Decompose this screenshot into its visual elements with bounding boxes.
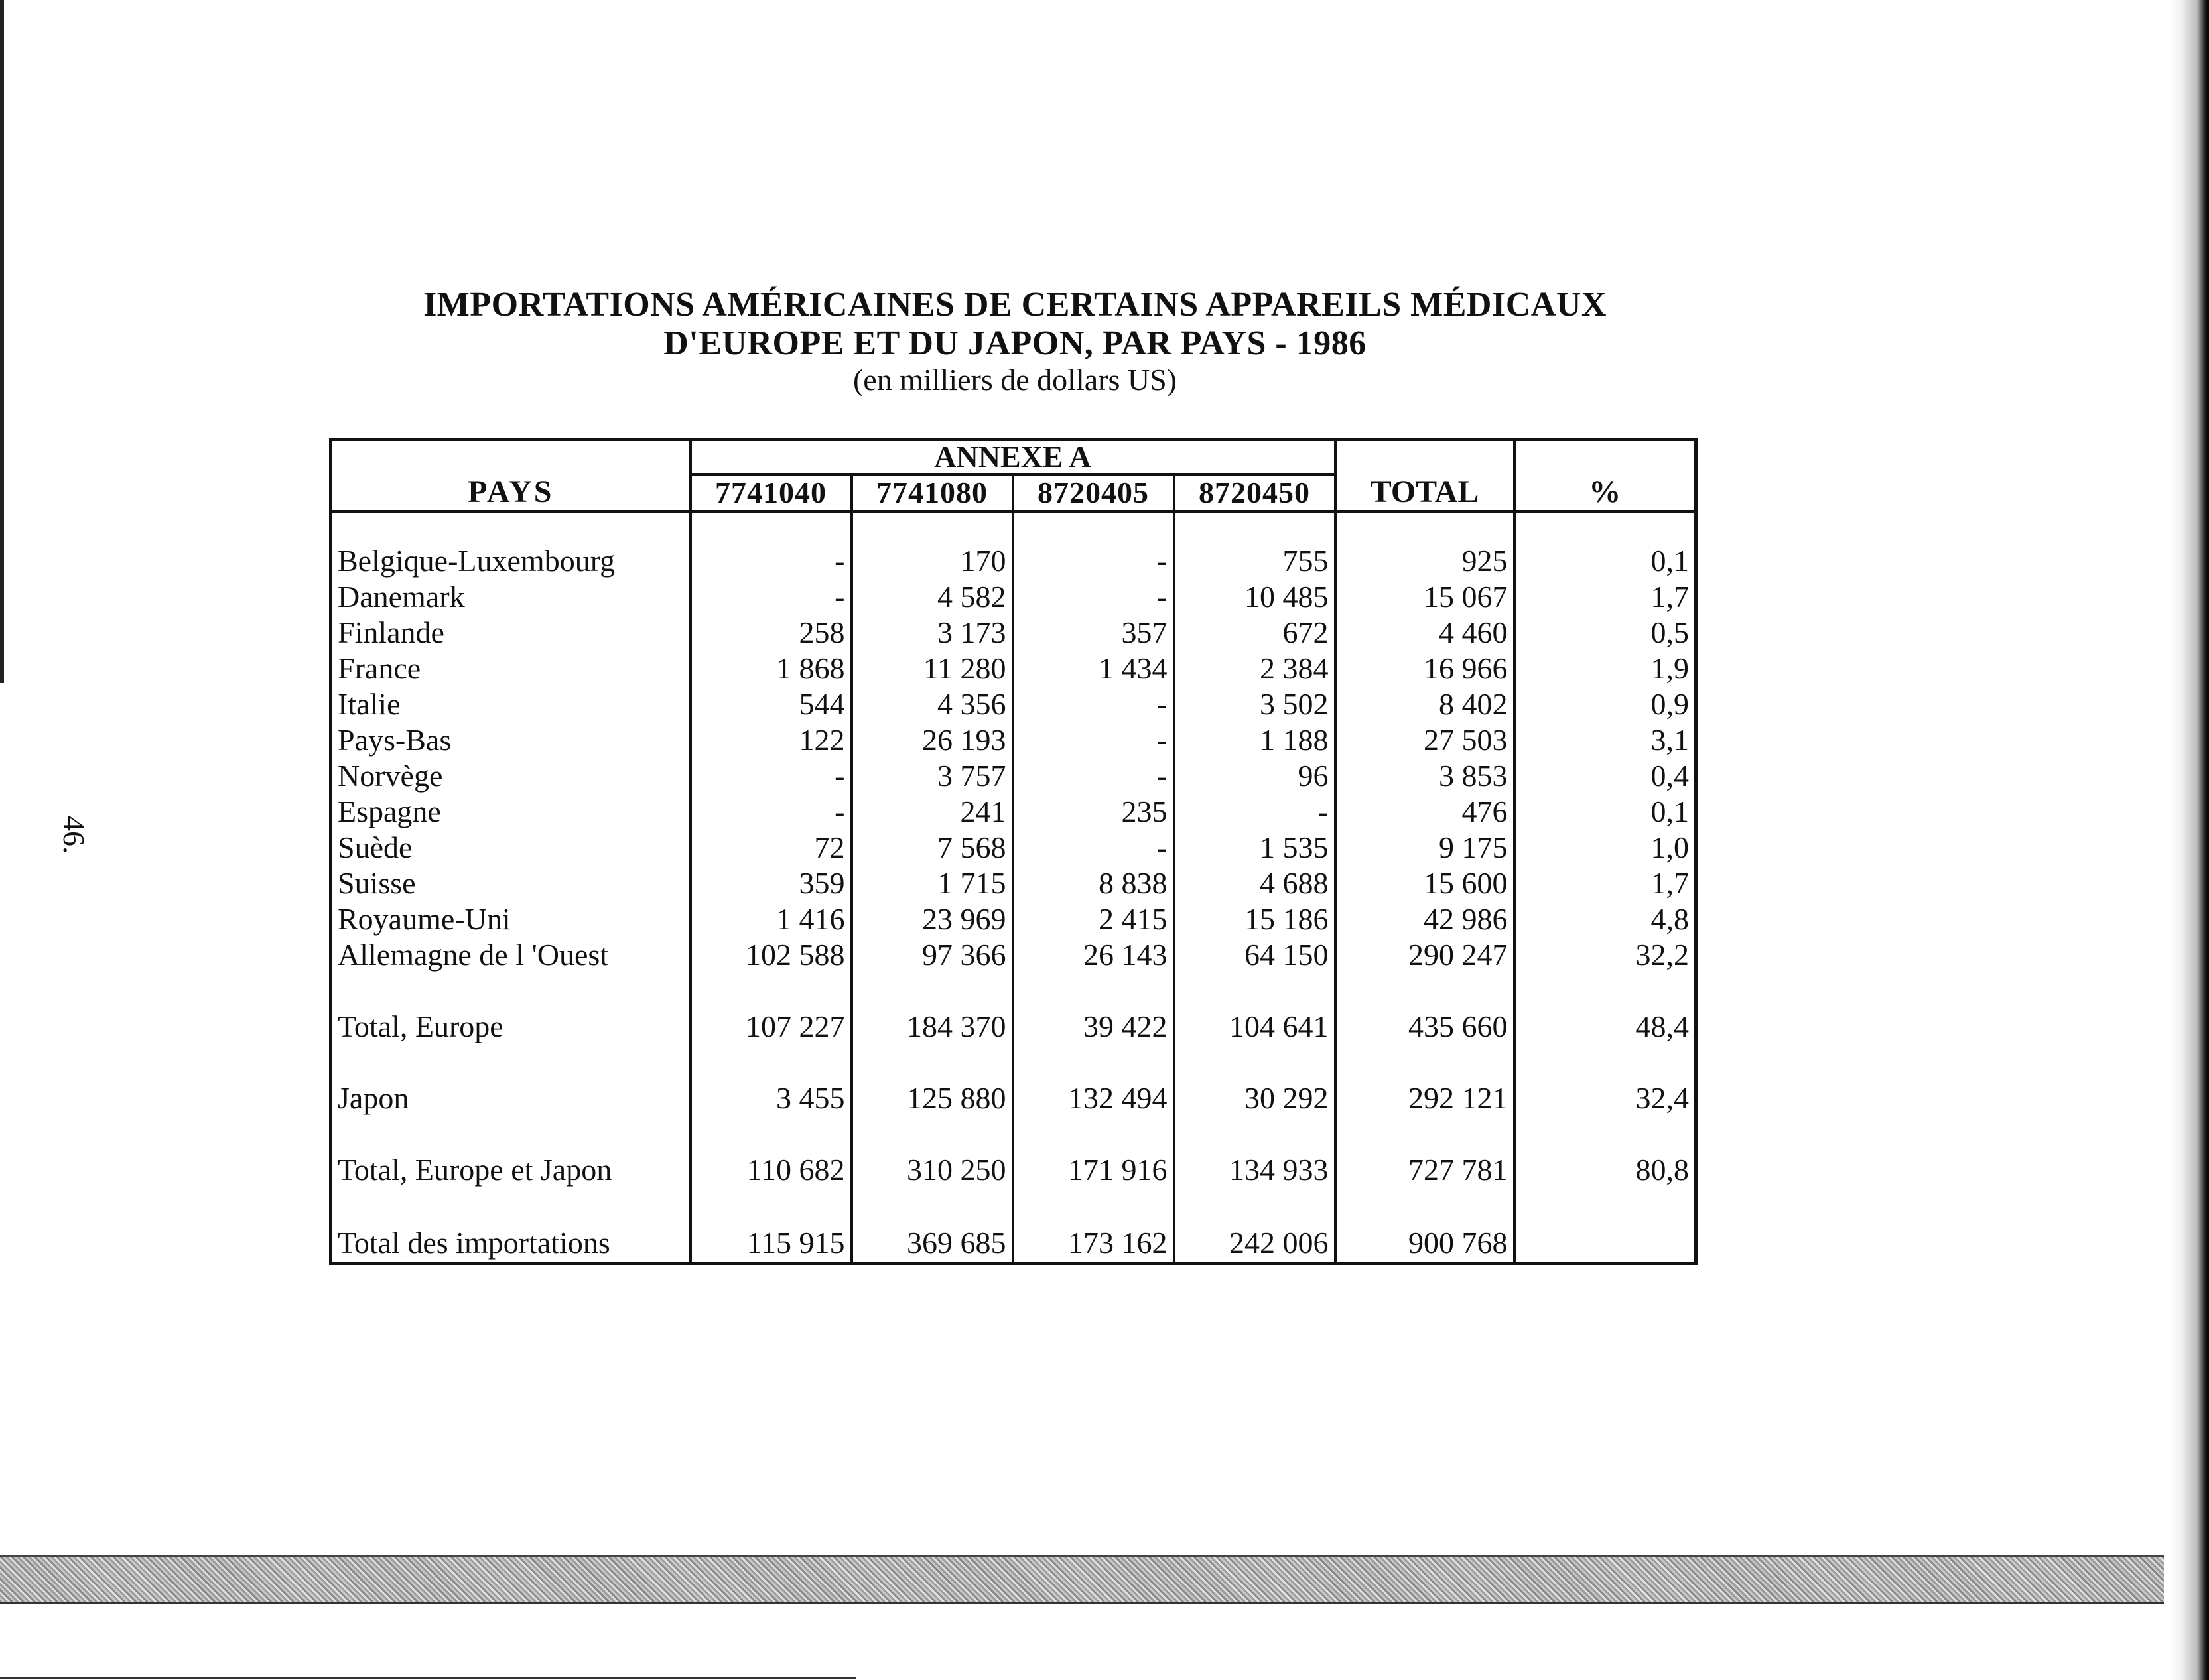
value-cell: 39 422 — [1013, 1009, 1174, 1045]
imports-table — [329, 438, 1698, 1265]
value-cell: 242 006 — [1174, 1224, 1335, 1264]
row-label: Japon — [331, 1080, 691, 1116]
total-cell: 4 460 — [1335, 615, 1514, 651]
table-row — [331, 1224, 1696, 1264]
header-pays: PAYS — [331, 440, 691, 512]
page-number: 46. — [57, 816, 91, 854]
value-cell: 2 415 — [1013, 901, 1174, 937]
value-cell: 184 370 — [852, 1009, 1013, 1045]
total-cell: 16 966 — [1335, 651, 1514, 686]
table-row — [331, 1080, 1696, 1116]
row-label: Suède — [331, 830, 691, 866]
total-cell: 15 067 — [1335, 579, 1514, 615]
value-cell: 102 588 — [691, 937, 852, 973]
table-row — [331, 901, 1696, 937]
value-cell: 4 356 — [852, 686, 1013, 722]
value-cell: 1 535 — [1174, 830, 1335, 866]
table-row — [331, 615, 1696, 651]
value-cell: 132 494 — [1013, 1080, 1174, 1116]
value-cell: 1 868 — [691, 651, 852, 686]
value-cell: 171 916 — [1013, 1152, 1174, 1188]
total-cell: 3 853 — [1335, 758, 1514, 794]
row-label: Suisse — [331, 866, 691, 901]
row-label: Italie — [331, 686, 691, 722]
value-cell: - — [691, 579, 852, 615]
value-cell: 258 — [691, 615, 852, 651]
header-code: 7741040 — [691, 474, 852, 511]
table-row — [331, 830, 1696, 866]
table-row — [331, 651, 1696, 686]
percent-cell: 32,2 — [1635, 938, 1689, 972]
table-row — [331, 866, 1696, 901]
scan-binding-band — [0, 1555, 2164, 1604]
header-code: 8720405 — [1013, 474, 1174, 511]
row-label: Finlande — [331, 615, 691, 651]
percent-cell: 0,1 — [1650, 544, 1689, 578]
percent-cell — [1514, 1224, 1696, 1264]
value-cell: 1 416 — [691, 901, 852, 937]
row-label: Royaume-Uni — [331, 901, 691, 937]
table-row — [331, 937, 1696, 973]
value-cell: 122 — [691, 722, 852, 758]
total-cell: 42 986 — [1335, 901, 1514, 937]
percent-cell: 1,9 — [1650, 651, 1689, 685]
total-cell: 727 781 — [1335, 1152, 1514, 1188]
row-label: Pays-Bas — [331, 722, 691, 758]
percent-cell: 32,4 — [1635, 1081, 1689, 1115]
value-cell: 96 — [1174, 758, 1335, 794]
total-cell: 15 600 — [1335, 866, 1514, 901]
value-cell: 755 — [1174, 543, 1335, 579]
value-cell: 115 915 — [691, 1224, 852, 1264]
value-cell: - — [1013, 758, 1174, 794]
total-cell: 9 175 — [1335, 830, 1514, 866]
value-cell: 241 — [852, 794, 1013, 830]
value-cell: 134 933 — [1174, 1152, 1335, 1188]
title-line-1: IMPORTATIONS AMÉRICAINES DE CERTAINS APPAREILS MÉDICAUX — [423, 286, 1607, 324]
total-cell: 925 — [1335, 543, 1514, 579]
row-label: Total, Europe et Japon — [331, 1152, 691, 1188]
table-row — [331, 543, 1696, 579]
value-cell: 72 — [691, 830, 852, 866]
value-cell: 310 250 — [852, 1152, 1013, 1188]
value-cell: - — [691, 758, 852, 794]
value-cell: - — [691, 794, 852, 830]
scan-bottom-line — [0, 1677, 856, 1679]
percent-cell: 1,7 — [1650, 580, 1689, 614]
percent-cell: 1,7 — [1650, 866, 1689, 900]
header-total: TOTAL — [1335, 440, 1514, 512]
value-cell: 170 — [852, 543, 1013, 579]
header-code: 7741080 — [852, 474, 1013, 511]
total-cell: 476 — [1335, 794, 1514, 830]
table-row — [331, 758, 1696, 794]
value-cell: 1 715 — [852, 866, 1013, 901]
value-cell: 4 582 — [852, 579, 1013, 615]
percent-cell: 1,0 — [1650, 830, 1689, 864]
value-cell: 30 292 — [1174, 1080, 1335, 1116]
value-cell: 26 193 — [852, 722, 1013, 758]
value-cell: - — [1013, 543, 1174, 579]
title-line-2: D'EUROPE ET DU JAPON, PAR PAYS - 1986 — [663, 324, 1367, 362]
table-row — [331, 794, 1696, 830]
value-cell: 64 150 — [1174, 937, 1335, 973]
value-cell: - — [1013, 830, 1174, 866]
row-label: France — [331, 651, 691, 686]
value-cell: 104 641 — [1174, 1009, 1335, 1045]
row-label: Norvège — [331, 758, 691, 794]
table-row — [331, 579, 1696, 615]
value-cell: 2 384 — [1174, 651, 1335, 686]
value-cell: 107 227 — [691, 1009, 852, 1045]
value-cell: 8 838 — [1013, 866, 1174, 901]
value-cell: - — [1013, 579, 1174, 615]
value-cell: 544 — [691, 686, 852, 722]
row-label: Total des importations — [331, 1224, 691, 1264]
value-cell: 173 162 — [1013, 1224, 1174, 1264]
percent-cell: 0,4 — [1650, 759, 1689, 793]
header-code: 8720450 — [1174, 474, 1335, 511]
value-cell: 11 280 — [852, 651, 1013, 686]
table-row — [331, 722, 1696, 758]
value-cell: 369 685 — [852, 1224, 1013, 1264]
value-cell: 15 186 — [1174, 901, 1335, 937]
header-percent: % — [1514, 440, 1696, 512]
table-row — [331, 1152, 1696, 1188]
percent-cell: 80,8 — [1635, 1153, 1689, 1187]
percent-cell: 0,5 — [1650, 615, 1689, 649]
value-cell: - — [1013, 722, 1174, 758]
header-annexe: ANNEXE A — [691, 440, 1335, 475]
scan-right-edge — [2169, 0, 2209, 1680]
percent-cell: 48,4 — [1635, 1009, 1689, 1043]
row-label: Belgique-Luxembourg — [331, 543, 691, 579]
value-cell: 235 — [1013, 794, 1174, 830]
percent-cell: 4,8 — [1650, 902, 1689, 936]
total-cell: 290 247 — [1335, 937, 1514, 973]
value-cell: 3 173 — [852, 615, 1013, 651]
value-cell: 3 455 — [691, 1080, 852, 1116]
row-label: Total, Europe — [331, 1009, 691, 1045]
value-cell: - — [1174, 794, 1335, 830]
value-cell: - — [691, 543, 852, 579]
row-label: Allemagne de l 'Ouest — [331, 937, 691, 973]
value-cell: 3 502 — [1174, 686, 1335, 722]
percent-cell: 0,9 — [1650, 687, 1689, 721]
value-cell: 3 757 — [852, 758, 1013, 794]
total-cell: 900 768 — [1335, 1224, 1514, 1264]
value-cell: 357 — [1013, 615, 1174, 651]
value-cell: 359 — [691, 866, 852, 901]
value-cell: 110 682 — [691, 1152, 852, 1188]
total-cell: 292 121 — [1335, 1080, 1514, 1116]
title-subtitle: (en milliers de dollars US) — [852, 363, 1177, 397]
value-cell: 7 568 — [852, 830, 1013, 866]
row-label: Danemark — [331, 579, 691, 615]
percent-cell: 3,1 — [1650, 723, 1689, 757]
table-row — [331, 1009, 1696, 1045]
total-cell: 435 660 — [1335, 1009, 1514, 1045]
value-cell: 125 880 — [852, 1080, 1013, 1116]
total-cell: 8 402 — [1335, 686, 1514, 722]
total-cell: 27 503 — [1335, 722, 1514, 758]
value-cell: 672 — [1174, 615, 1335, 651]
value-cell: 1 188 — [1174, 722, 1335, 758]
row-label: Espagne — [331, 794, 691, 830]
value-cell: 10 485 — [1174, 579, 1335, 615]
value-cell: 1 434 — [1013, 651, 1174, 686]
percent-cell: 0,1 — [1650, 795, 1689, 828]
value-cell: 26 143 — [1013, 937, 1174, 973]
value-cell: 97 366 — [852, 937, 1013, 973]
value-cell: 23 969 — [852, 901, 1013, 937]
value-cell: - — [1013, 686, 1174, 722]
table-row — [331, 686, 1696, 722]
value-cell: 4 688 — [1174, 866, 1335, 901]
